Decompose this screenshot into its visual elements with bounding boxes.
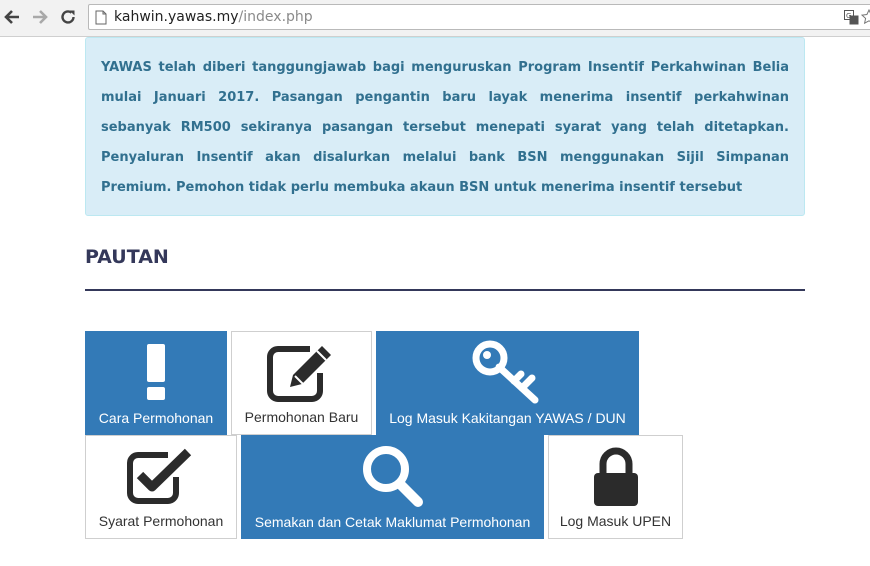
tile-log-masuk-kakitangan[interactable] — [376, 331, 639, 435]
tile-permohonan-baru[interactable] — [231, 331, 372, 435]
page-icon — [95, 10, 107, 30]
tile-cara-permohonan[interactable] — [85, 331, 227, 435]
svg-text:G: G — [846, 12, 852, 20]
tile-label: Permohonan Baru — [244, 409, 359, 425]
star-icon[interactable] — [861, 9, 870, 30]
tile-syarat-permohonan[interactable] — [85, 435, 237, 539]
info-text: YAWAS telah diberi tanggungjawab bagi menguruskan Program Insentif Perkahwinan Belia mulai Januari 2017. Pasangan pengantin baru layak menerima insentif perkahwinan sebanyak RM500 sekiranya pasangan tersebut menepati syarat yang telah ditetapkan. Penyaluran Insentif akan disalurkan melalui bank BSN menggunakan Sijil Simpanan Premium. Pemohon tidak perlu membuka akaun BSN untuk menerima insentif tersebut — [101, 60, 789, 195]
reload-icon[interactable] — [58, 6, 78, 28]
checkbox-icon — [86, 446, 236, 508]
address-bar[interactable] — [88, 4, 870, 30]
tile-label: Cara Permohonan — [98, 410, 214, 426]
tile-semakan-cetak[interactable] — [241, 435, 544, 539]
url-path: /index.php — [238, 9, 313, 25]
tile-label: Semakan dan Cetak Maklumat Permohonan — [254, 514, 531, 530]
edit-icon — [232, 342, 371, 404]
section-title: PAUTAN — [85, 246, 169, 268]
tile-label: Log Masuk Kakitangan YAWAS / DUN — [389, 410, 626, 426]
forward-arrow-icon[interactable] — [30, 6, 50, 28]
back-arrow-icon[interactable] — [2, 6, 22, 28]
info-alert — [85, 37, 805, 216]
url-host: kahwin.yawas.my — [114, 9, 239, 25]
section-divider — [85, 289, 805, 291]
lock-icon — [549, 446, 682, 508]
tile-log-masuk-upen[interactable] — [548, 435, 683, 539]
tile-label: Log Masuk UPEN — [559, 513, 672, 529]
url-text[interactable] — [114, 9, 313, 25]
translate-icon[interactable] — [844, 10, 859, 30]
search-icon — [241, 445, 544, 507]
browser-toolbar — [0, 0, 870, 37]
tile-label: Syarat Permohonan — [98, 513, 224, 529]
exclamation-icon — [85, 341, 227, 403]
key-icon — [376, 341, 639, 403]
